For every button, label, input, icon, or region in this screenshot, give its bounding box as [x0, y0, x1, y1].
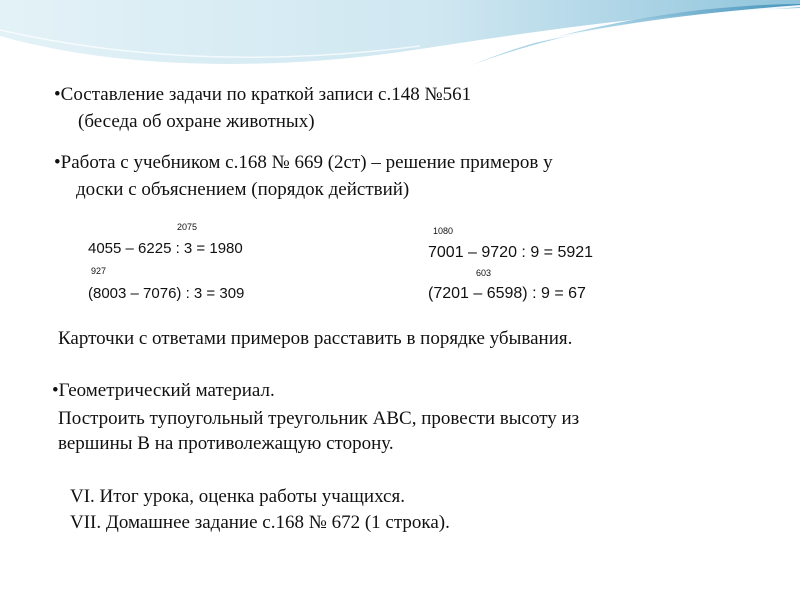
bullet-3: • [52, 380, 59, 401]
bullet-2: • [54, 152, 61, 173]
item-2-text: Работа с учебником с.168 № 669 (2ст) – решение примеров у [60, 152, 553, 173]
example-left-2-note: 927 [91, 266, 107, 276]
example-right-2: (7201 – 6598) : 9 = 67 [428, 285, 586, 302]
cards-instruction: Карточки с ответами примеров расставить в порядке убывания. [58, 328, 573, 349]
example-right-1-note: 1080 [433, 226, 454, 236]
example-left-1: 4055 – 6225 : 3 = 1980 [88, 240, 243, 257]
example-left-1-note: 2075 [177, 222, 198, 232]
conclusion-line-1: VI. Итог урока, оценка работы учащихся. [70, 486, 405, 507]
item-2-line-2: доски с объяснением (порядок действий) [76, 179, 410, 200]
geometry-line-3: вершины В на противолежащую сторону. [58, 433, 394, 454]
geometry-title: Геометрический материал. [58, 380, 275, 401]
item-1-line-2: (беседа об охране животных) [78, 111, 315, 132]
geometry-line-2: Построить тупоугольный треугольник АВС, провести высоту из [58, 408, 580, 429]
item-2-line-1 [54, 152, 553, 174]
bullet-1: • [54, 84, 61, 105]
conclusion-line-2: VII. Домашнее задание с.168 № 672 (1 строка). [70, 512, 450, 533]
item-1-text: Составление задачи по краткой записи с.148 №561 [60, 84, 472, 105]
example-right-2-note: 603 [476, 268, 492, 278]
geometry-title-line [52, 380, 275, 402]
example-right-1: 7001 – 9720 : 9 = 5921 [428, 244, 594, 261]
wave-band-light [0, 0, 800, 64]
header-wave-decoration [0, 0, 800, 80]
item-1-line-1 [54, 84, 471, 106]
example-left-2: (8003 – 7076) : 3 = 309 [88, 285, 245, 302]
